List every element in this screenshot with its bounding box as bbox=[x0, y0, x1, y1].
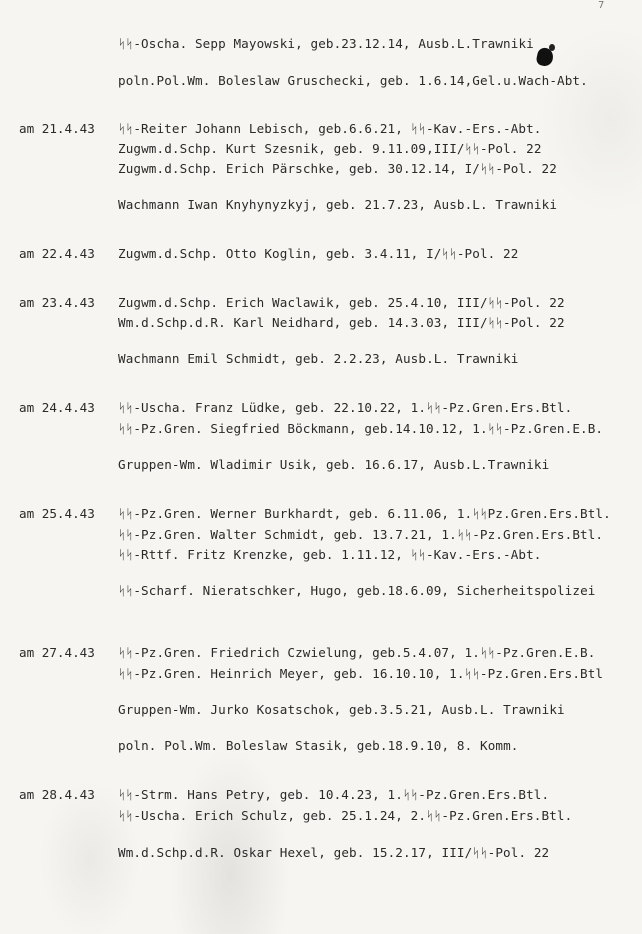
ink-blot bbox=[549, 44, 555, 51]
entry-line: Wachmann Emil Schmidt, geb. 2.2.23, Ausb.L. Trawniki bbox=[118, 351, 519, 366]
entry-line: ᛋᛋ-Uscha. Franz Lüdke, geb. 22.10.22, 1.ᛋᛋ-Pz.Gren.Ers.Btl. bbox=[118, 400, 573, 415]
entry-date: am 22.4.43 bbox=[19, 246, 95, 261]
entry-line: Gruppen-Wm. Jurko Kosatschok, geb.3.5.21, Ausb.L. Trawniki bbox=[118, 702, 565, 717]
entry-line: ᛋᛋ-Scharf. Nieratschker, Hugo, geb.18.6.09, Sicherheitspolizei bbox=[118, 583, 596, 598]
entry-date: am 27.4.43 bbox=[19, 645, 95, 660]
entry-line: ᛋᛋ-Pz.Gren. Walter Schmidt, geb. 13.7.21, 1.ᛋᛋ-Pz.Gren.Ers.Btl. bbox=[118, 527, 604, 542]
entry-line: Wm.d.Schp.d.R. Karl Neidhard, geb. 14.3.03, III/ᛋᛋ-Pol. 22 bbox=[118, 315, 565, 330]
entry-line: Zugwm.d.Schp. Erich Pärschke, geb. 30.12.14, I/ᛋᛋ-Pol. 22 bbox=[118, 161, 557, 176]
entry-date: am 23.4.43 bbox=[19, 295, 95, 310]
entry-line: Gruppen-Wm. Wladimir Usik, geb. 16.6.17, Ausb.L.Trawniki bbox=[118, 457, 550, 472]
entry-line: poln.Pol.Wm. Boleslaw Gruschecki, geb. 1.6.14,Gel.u.Wach-Abt. bbox=[118, 73, 588, 88]
entry-line: ᛋᛋ-Pz.Gren. Friedrich Czwielung, geb.5.4.07, 1.ᛋᛋ-Pz.Gren.E.B. bbox=[118, 645, 596, 660]
entry-line: Zugwm.d.Schp. Kurt Szesnik, geb. 9.11.09,III/ᛋᛋ-Pol. 22 bbox=[118, 141, 542, 156]
entry-line: Zugwm.d.Schp. Erich Waclawik, geb. 25.4.10, III/ᛋᛋ-Pol. 22 bbox=[118, 295, 565, 310]
entry-line: ᛋᛋ-Pz.Gren. Werner Burkhardt, geb. 6.11.06, 1.ᛋᛋPz.Gren.Ers.Btl. bbox=[118, 506, 611, 521]
entry-line: Wm.d.Schp.d.R. Oskar Hexel, geb. 15.2.17, III/ᛋᛋ-Pol. 22 bbox=[118, 845, 550, 860]
entry-line: Wachmann Iwan Knyhynyzkyj, geb. 21.7.23, Ausb.L. Trawniki bbox=[118, 197, 558, 212]
entry-line: ᛋᛋ-Oscha. Sepp Mayowski, geb.23.12.14, Ausb.L.Trawniki bbox=[118, 36, 534, 51]
entry-line: ᛋᛋ-Strm. Hans Petry, geb. 10.4.23, 1.ᛋᛋ-Pz.Gren.Ers.Btl. bbox=[118, 787, 550, 802]
entry-line: ᛋᛋ-Reiter Johann Lebisch, geb.6.6.21, ᛋᛋ-Kav.-Ers.-Abt. bbox=[118, 121, 542, 136]
entry-line: ᛋᛋ-Pz.Gren. Siegfried Böckmann, geb.14.10.12, 1.ᛋᛋ-Pz.Gren.E.B. bbox=[118, 421, 604, 436]
entry-line: ᛋᛋ-Rttf. Fritz Krenzke, geb. 1.11.12, ᛋᛋ-Kav.-Ers.-Abt. bbox=[118, 547, 542, 562]
entry-date: am 28.4.43 bbox=[19, 787, 95, 802]
entry-date: am 25.4.43 bbox=[19, 506, 95, 521]
entry-line: ᛋᛋ-Uscha. Erich Schulz, geb. 25.1.24, 2.ᛋᛋ-Pz.Gren.Ers.Btl. bbox=[118, 808, 573, 823]
page-corner-mark: 7 bbox=[598, 0, 605, 11]
entry-line: Zugwm.d.Schp. Otto Koglin, geb. 3.4.11, I/ᛋᛋ-Pol. 22 bbox=[118, 246, 519, 261]
entry-line: ᛋᛋ-Pz.Gren. Heinrich Meyer, geb. 16.10.10, 1.ᛋᛋ-Pz.Gren.Ers.Btl bbox=[118, 666, 604, 681]
entry-date: am 24.4.43 bbox=[19, 400, 95, 415]
entry-line: poln. Pol.Wm. Boleslaw Stasik, geb.18.9.10, 8. Komm. bbox=[118, 738, 519, 753]
entry-date: am 21.4.43 bbox=[19, 121, 95, 136]
